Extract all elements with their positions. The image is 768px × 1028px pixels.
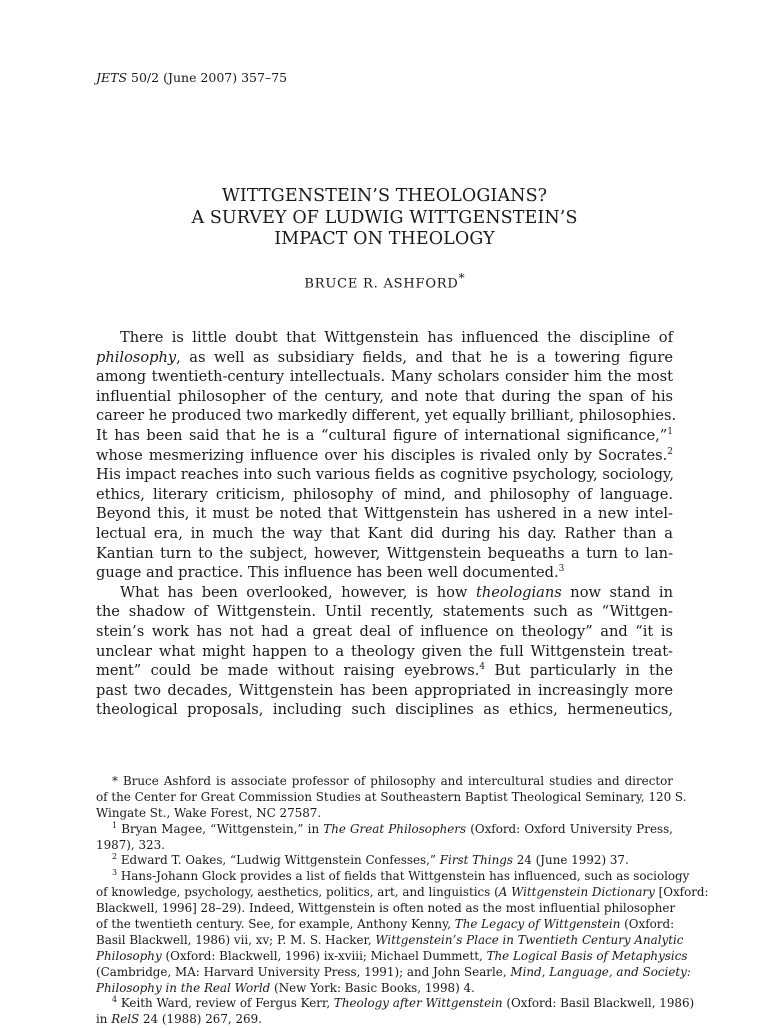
footnote-line: $^2$ Edward T. Oakes, “Ludwig Wittgenstein Confesses,” First Things 24 (June 1992) 37. xyxy=(112,852,629,868)
body-line: whose mesmerizing influence over his disciples is rivaled only by Socrates.$^2$ xyxy=(96,446,673,464)
footnote-line: Philosophy in the Real World (New York: Basic Books, 1998) 4. xyxy=(96,980,475,995)
footnote-ref-3[interactable]: 3 xyxy=(558,564,565,575)
footnote-2 xyxy=(96,853,673,869)
body-line: ment” could be made without raising eyebrows.$^4$ But particularly in the xyxy=(96,662,674,680)
title-line-2: A SURVEY OF LUDWIG WITTGENSTEIN’S xyxy=(191,207,578,228)
footnote-3 xyxy=(96,868,709,996)
body-line: influential philosopher of the century, and note that during the span of his xyxy=(96,387,673,405)
body-line: unclear what might happen to a theology given the full Wittgenstein treat- xyxy=(96,642,673,660)
footnote-mark: * xyxy=(112,774,118,788)
footnote-mark: 2 xyxy=(112,852,118,862)
body-line: Beyond this, it must be noted that Wittgenstein has ushered in a new intel- xyxy=(96,505,673,523)
body-line: career he produced two markedly different, yet equally brilliant, philosophies. xyxy=(96,407,677,425)
footnote-line: Blackwell, 1996] 28–29). Indeed, Wittgenstein is often noted as the most influential philosopher xyxy=(96,901,676,916)
footnote-line: $^4$ Keith Ward, review of Fergus Kerr, Theology after Wittgenstein (Oxford: Basil Blackwell, 1986) xyxy=(112,995,695,1011)
footnote-mark: 1 xyxy=(112,820,118,830)
body-line: theological proposals, including such disciplines as ethics, hermeneutics, xyxy=(96,701,673,719)
body-line: lectual era, in much the way that Kant did during his day. Rather than a xyxy=(96,524,673,542)
body-line: among twentieth-century intellectuals. Many scholars consider him the most xyxy=(96,368,673,386)
emphasis: theologians xyxy=(475,583,562,601)
footnotes xyxy=(96,774,709,1028)
footnote-line: $^1$ Bryan Magee, “Wittgenstein,” in The Great Philosophers (Oxford: Oxford University Press, xyxy=(112,820,673,836)
journal-citation: 50/2 (June 2007) 357–75 xyxy=(131,70,288,85)
footnote-line: of the twentieth century. See, for example, Anthony Kenny, The Legacy of Wittgenstein (Oxford: xyxy=(96,917,675,932)
footnote-line: of the Center for Great Commission Studies at Southeastern Baptist Theological Seminary, 120 S. xyxy=(96,789,687,804)
author-name: BRUCE R. ASHFORD xyxy=(304,276,459,292)
paragraph-1 xyxy=(96,328,677,583)
article-title xyxy=(96,186,673,251)
body-line: guage and practice. This influence has been well documented.$^3$ xyxy=(96,564,565,582)
footnote-line: (Cambridge, MA: Harvard University Press, 1991); and John Searle, Mind, Language, and Society: xyxy=(96,964,691,979)
title-line-1: WITTGENSTEIN’S THEOLOGIANS? xyxy=(221,186,548,206)
footnote-line: Philosophy (Oxford: Blackwell, 1996) ix-xviii; Michael Dummett, The Logical Basis of Metaphysics xyxy=(96,948,688,963)
author-byline xyxy=(96,268,673,294)
author-footnote-mark: * xyxy=(458,271,465,285)
body-line: His impact reaches into such various fields as cognitive psychology, sociology, xyxy=(96,466,674,484)
footnote-line: of knowledge, psychology, aesthetics, politics, art, and linguistics (A Wittgenstein Dictionary [Oxford: xyxy=(96,885,709,900)
footnote-4 xyxy=(96,995,695,1028)
body-line: philosophy, as well as subsidiary fields, and that he is a towering figure xyxy=(96,348,673,366)
footnote-ref-1[interactable]: 1 xyxy=(667,427,673,438)
body-text xyxy=(96,328,677,720)
footnote-author xyxy=(96,774,687,822)
footnote-line: $^3$ Hans-Johann Glock provides a list of fields that Wittgenstein has influenced, such as sociology xyxy=(112,868,690,884)
emphasis: philosophy xyxy=(96,348,177,366)
body-line: What has been overlooked, however, is how theologians now stand in xyxy=(120,583,673,601)
running-head xyxy=(96,70,287,86)
footnote-line: * Bruce Ashford is associate professor of philosophy and intercultural studies and director xyxy=(112,774,673,788)
body-line: It has been said that he is a “cultural figure of international significance,”$^1$ xyxy=(96,426,673,444)
body-line: past two decades, Wittgenstein has been appropriated in increasingly more xyxy=(96,681,673,699)
footnote-line: in RelS 24 (1988) 267, 269. xyxy=(96,1012,262,1027)
paragraph-2 xyxy=(96,583,673,720)
title-line-3: IMPACT ON THEOLOGY xyxy=(274,229,495,249)
footnote-line: Wingate St., Wake Forest, NC 27587. xyxy=(96,805,322,820)
footnote-line: Basil Blackwell, 1986) vii, xv; P. M. S. Hacker, Wittgenstein’s Place in Twentieth Century Analytic xyxy=(96,932,684,947)
footnote-ref-4[interactable]: 4 xyxy=(479,662,486,673)
body-line: the shadow of Wittgenstein. Until recently, statements such as “Wittgen- xyxy=(96,603,673,621)
footnote-mark: 3 xyxy=(112,868,118,878)
footnote-1 xyxy=(96,822,673,854)
body-line: ethics, literary criticism, philosophy of mind, and philosophy of language. xyxy=(96,485,673,503)
body-line: Kantian turn to the subject, however, Wittgenstein bequeaths a turn to lan- xyxy=(96,544,673,562)
footnote-line: 1987), 323. xyxy=(96,837,165,852)
footnote-mark: 4 xyxy=(112,995,118,1005)
body-line: There is little doubt that Wittgenstein has influenced the discipline of xyxy=(120,329,673,346)
footnote-ref-2[interactable]: 2 xyxy=(667,446,673,457)
journal-abbreviation: JETS xyxy=(96,70,128,85)
body-line: stein’s work has not had a great deal of influence on theology” and “it is xyxy=(96,622,673,640)
